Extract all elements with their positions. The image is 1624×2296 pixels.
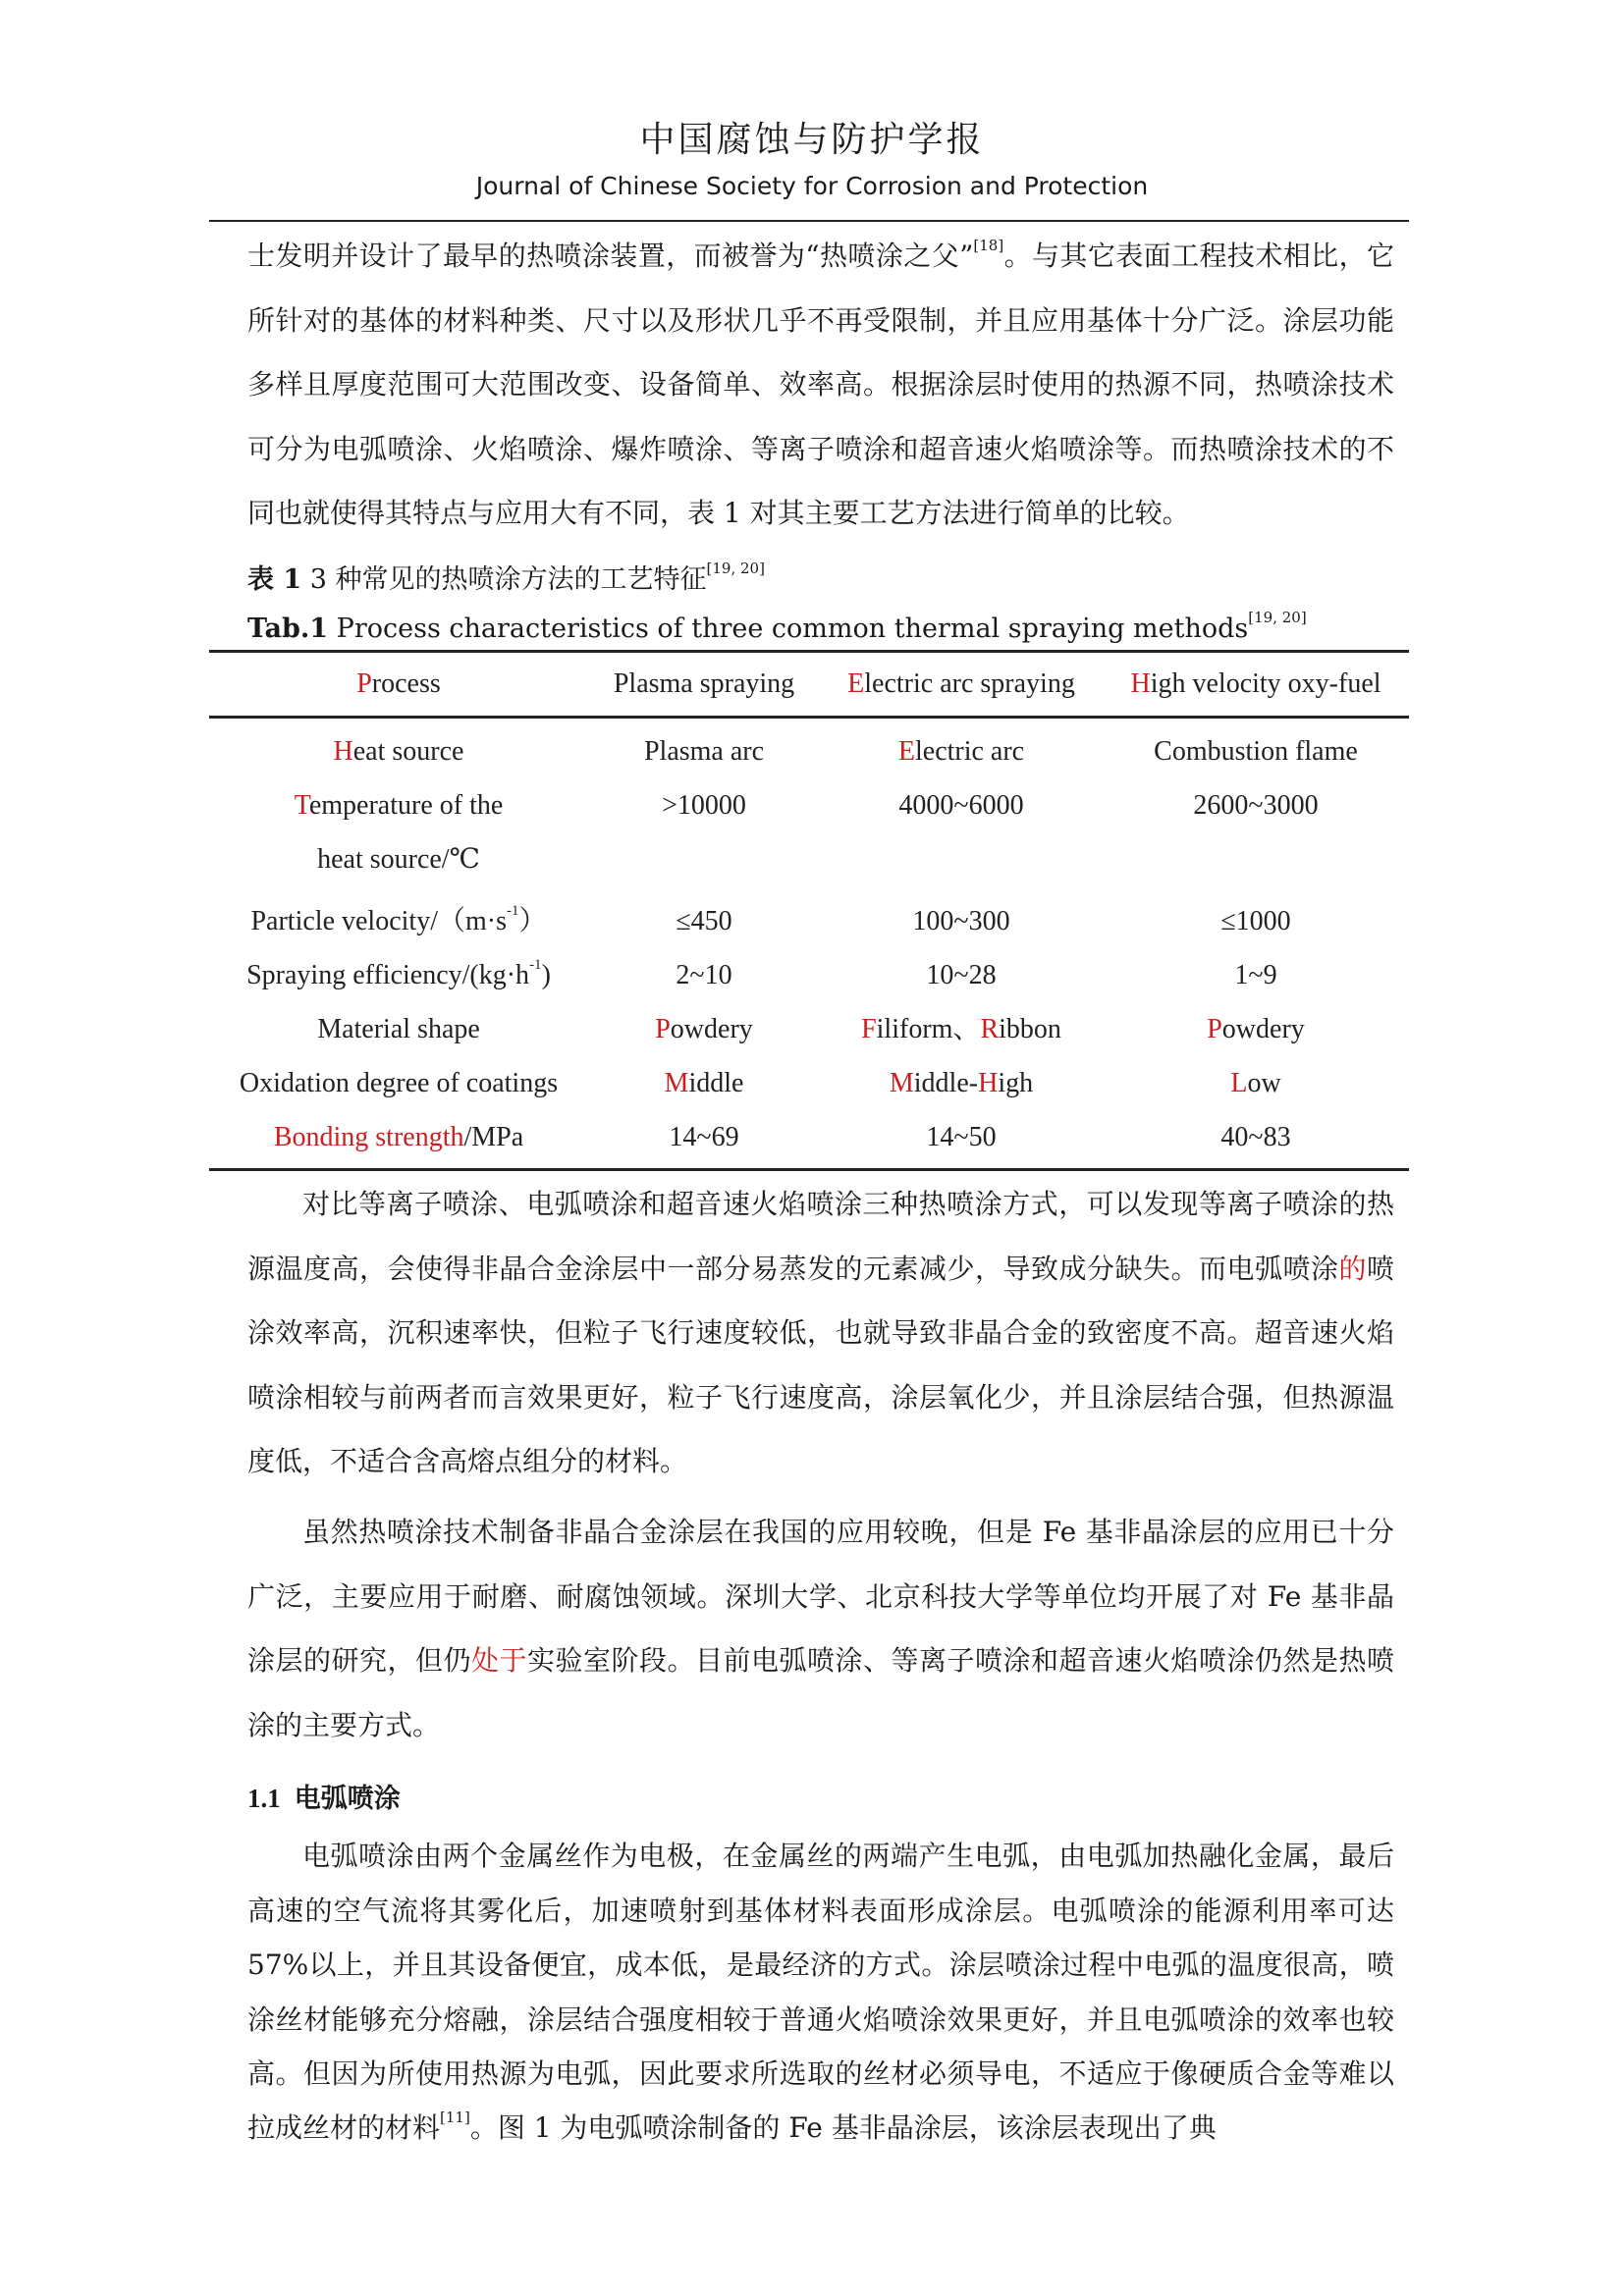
citation[interactable]: [19, 20] [1248, 608, 1307, 626]
cell: Combustion flame [1154, 736, 1358, 767]
cell: 2~10 [676, 960, 732, 990]
table-row [209, 778, 1409, 886]
table-row [209, 1056, 1409, 1110]
row-label-shape: Material shape [317, 1014, 480, 1044]
table-row [209, 1002, 1409, 1056]
cell: Filiform、Ribbon [861, 1014, 1061, 1044]
comparison-paragraph: 对比等离子喷涂、电弧喷涂和超音速火焰喷涂三种热喷涂方式，可以发现等离子喷涂的热源温度高，会使得非晶合金涂层中一部分易蒸发的元素减少，导致成分缺失。而电弧喷涂的喷涂效率高，沉积速率快，但粒子飞行速度较低，也就导致非晶合金的致密度不高。超音速火焰喷涂相较与前两者而言效果更好，粒子飞行速度高，涂层氧化少，并且涂层结合强，但热源温度低，不适合含高熔点组分的材料。 [247, 1188, 1394, 1478]
intro-section [247, 224, 1394, 648]
citation[interactable]: [11] [440, 2109, 470, 2127]
cell: 40~83 [1220, 1122, 1291, 1152]
cell: Middle-High [889, 1068, 1034, 1098]
cell: Plasma arc [643, 736, 765, 767]
cell: 14~50 [926, 1122, 997, 1152]
cell: Low [1230, 1068, 1281, 1098]
status-paragraph: 虽然热喷涂技术制备非晶合金涂层在我国的应用较晚，但是 Fe 基非晶涂层的应用已十分广泛，主要应用于耐磨、耐腐蚀领域。深圳大学、北京科技大学等单位均开展了对 Fe 基非晶涂层的研究，但仍处于实验室阶段。目前电弧喷涂、等离子喷涂和超音速火焰喷涂仍然是热喷涂的主要方式。 [247, 1515, 1394, 1741]
cell: >10000 [662, 790, 746, 821]
cell: Powdery [1207, 1014, 1305, 1044]
header-divider [209, 220, 1409, 222]
row-label-heat-source: Heat source [333, 736, 464, 767]
table-caption-cn: 表 1 3 种常见的热喷涂方法的工艺特征[19, 20] [247, 559, 765, 595]
cell: 14~69 [669, 1122, 739, 1152]
row-label-efficiency: Spraying efficiency/$(kg\cdot h^{-1})$ [246, 957, 551, 990]
cell: 100~300 [912, 906, 1010, 936]
table-caption-en: Tab.1 Process characteristics of three common thermal spraying methods[19, 20] [247, 608, 1307, 644]
table-row [209, 718, 1409, 779]
cell: ≤1000 [1220, 906, 1291, 936]
cell: ≤450 [676, 906, 732, 936]
journal-title-en: Journal of Chinese Society for Corrosion and Protection [475, 172, 1149, 200]
row-label-bonding: Bonding strength/MPa [273, 1122, 524, 1152]
row-label-velocity: Particle velocity/$(m\cdot s^{-1})$ [250, 903, 547, 936]
cell: Powdery [655, 1014, 753, 1044]
header-arc: Electric arc spraying [847, 668, 1075, 699]
table-header-row [209, 652, 1409, 718]
table-row [209, 1110, 1409, 1170]
section-heading: 1.1 电弧喷涂 [247, 1784, 401, 1815]
process-table [209, 650, 1409, 1171]
header-process: Process [356, 668, 441, 699]
citation[interactable]: [18] [973, 237, 1004, 254]
cell: 4000~6000 [898, 790, 1024, 821]
cell: 10~28 [926, 960, 997, 990]
table-row [209, 948, 1409, 1002]
cell: 2600~3000 [1193, 790, 1319, 821]
cell: Electric arc [897, 736, 1025, 767]
intro-paragraph: 士发明并设计了最早的热喷涂装置，而被誉为“热喷涂之父”[18]。与其它表面工程技术相比，它所针对的基体的材料种类、尺寸以及形状几乎不再受限制，并且应用基体十分广泛。涂层功能多样且厚度范围可大范围改变、设备简单、效率高。根据涂层时使用的热源不同，热喷涂技术可分为电弧喷涂、火焰喷涂、爆炸喷涂、等离子喷涂和超音速火焰喷涂等。而热喷涂技术的不同也就使得其特点与应用大有不同，表 1 对其主要工艺方法进行简单的比较。 [247, 237, 1394, 530]
cell: Middle [664, 1068, 744, 1098]
row-label-oxidation: Oxidation degree of coatings [239, 1068, 559, 1098]
table-row [209, 886, 1409, 948]
row-label-temperature: Temperature of the heat source/℃ [294, 790, 504, 875]
discussion-section [247, 1172, 1394, 2156]
cell: 1~9 [1234, 960, 1277, 990]
journal-title-cn: 中国腐蚀与防护学报 [639, 120, 985, 160]
journal-header [0, 116, 1624, 204]
citation[interactable]: [19, 20] [706, 559, 765, 577]
header-plasma: Plasma spraying [613, 668, 795, 699]
header-hvof: High velocity oxy-fuel [1130, 668, 1381, 699]
arc-spraying-paragraph: 电弧喷涂由两个金属丝作为电极，在金属丝的两端产生电弧，由电弧加热融化金属，最后高速的空气流将其雾化后，加速喷射到基体材料表面形成涂层。电弧喷涂的能源利用率可达 57%以上，并且其设备便宜，成本低，是最经济的方式。涂层喷涂过程中电弧的温度很高，喷涂丝材能够充分熔融，涂层结合强度相较于普通火焰喷涂效果更好，并且电弧喷涂的效率也较高。但因为所使用热源为电弧，因此要求所选取的丝材必须导电，不适应于像硬质合金等难以拉成丝材的材料[11]。图 1 为电弧喷涂制备的 Fe 基非晶涂层，该涂层表现出了典 [247, 1840, 1394, 2145]
